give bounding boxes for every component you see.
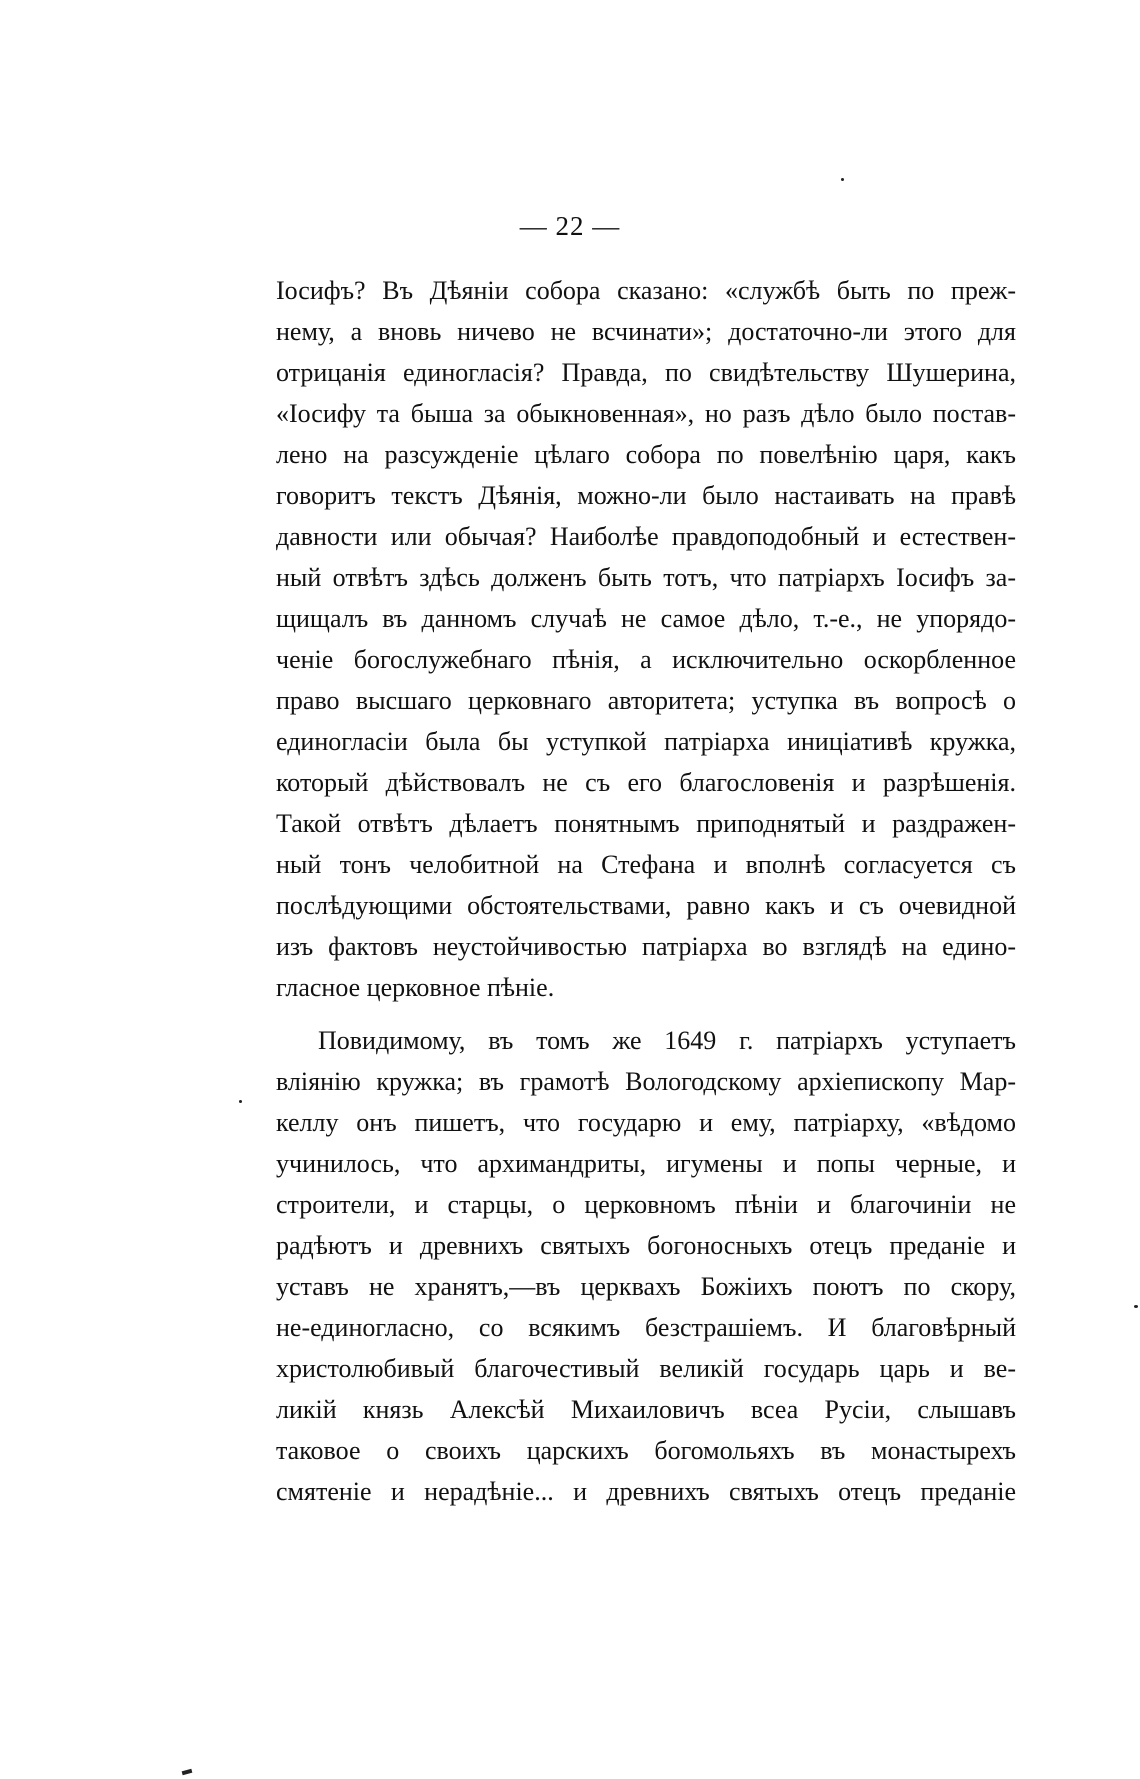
text-line: христолюбивый благочестивый великій государь царь и ве-: [276, 1354, 1016, 1383]
text-line: не-единогласно, со всякимъ безстрашіемъ. И благовѣрный: [276, 1313, 1016, 1342]
text-line: Такой отвѣтъ дѣлаетъ понятнымъ приподнятый и раздражен-: [276, 809, 1016, 838]
text-line: уставъ не хранятъ,—въ церквахъ Божіихъ поютъ по скору,: [276, 1272, 1016, 1301]
text-line: отрицанія единогласія? Правда, по свидѣтельству Шушерина,: [276, 358, 1016, 387]
text-line: давности или обычая? Наиболѣе правдоподобный и естествен-: [276, 522, 1016, 551]
paragraph: [276, 270, 1016, 1008]
text-line: послѣдующими обстоятельствами, равно какъ и съ очевидной: [276, 891, 1016, 920]
text-line: изъ фактовъ неустойчивостью патріарха во взглядѣ на едино-: [276, 932, 1016, 961]
print-speck: [1134, 1305, 1138, 1308]
text-line: «Іосифу та быша за обыкновенная», но разъ дѣло было постав-: [276, 399, 1016, 428]
text-line: строители, и старцы, о церковномъ пѣніи и благочиніи не: [276, 1190, 1016, 1219]
text-line: лено на разсужденіе цѣлаго собора по повелѣнію царя, какъ: [276, 440, 1016, 469]
text-line: право высшаго церковнаго авторитета; уступка въ вопросѣ о: [276, 686, 1016, 715]
text-line: единогласіи была бы уступкой патріарха иниціативѣ кружка,: [276, 727, 1016, 756]
text-line: радѣютъ и древнихъ святыхъ богоносныхъ отецъ преданіе и: [276, 1231, 1016, 1260]
body-text: [276, 270, 1016, 1512]
text-line: ный тонъ челобитной на Стефана и вполнѣ согласуется съ: [276, 850, 1016, 879]
print-speck: [239, 1100, 242, 1103]
text-line: учинилось, что архимандриты, игумены и попы черные, и: [276, 1149, 1016, 1178]
text-line: Повидимому, въ томъ же 1649 г. патріархъ уступаетъ: [318, 1026, 1016, 1055]
paragraph: [276, 1020, 1016, 1512]
text-line: келлу онъ пишетъ, что государю и ему, патріарху, «вѣдомо: [276, 1108, 1016, 1137]
text-line: говоритъ текстъ Дѣянія, можно-ли было настаивать на правѣ: [276, 481, 1016, 510]
print-speck: [841, 178, 844, 181]
text-line: щищалъ въ данномъ случаѣ не самое дѣло, т.-е., не упорядо-: [276, 604, 1016, 633]
text-line: таковое о своихъ царскихъ богомольяхъ въ монастырехъ: [276, 1436, 1016, 1465]
text-line: который дѣйствовалъ не съ его благословенія и разрѣшенія.: [276, 768, 1016, 797]
text-line: вліянію кружка; въ грамотѣ Вологодскому архіепископу Мар-: [276, 1067, 1016, 1096]
text-line: ченіе богослужебнаго пѣнія, а исключительно оскорбленное: [276, 645, 1016, 674]
text-line: Іосифъ? Въ Дѣяніи собора сказано: «службѣ быть по преж-: [276, 276, 1016, 305]
text-line: гласное церковное пѣніе.: [276, 973, 555, 1002]
text-line: ликій князь Алексѣй Михаиловичъ всеа Русіи, слышавъ: [276, 1395, 1016, 1424]
text-line: смятеніе и нерадѣніе... и древнихъ святыхъ отецъ преданіе: [276, 1477, 1016, 1506]
text-line: нему, а вновь ничево не всчинати»; достаточно-ли этого для: [276, 317, 1016, 346]
page-number: — 22 —: [519, 211, 621, 241]
text-line: ный отвѣтъ здѣсь долженъ быть тотъ, что патріархъ Іосифъ за-: [276, 563, 1016, 592]
print-speck: [182, 1769, 193, 1775]
